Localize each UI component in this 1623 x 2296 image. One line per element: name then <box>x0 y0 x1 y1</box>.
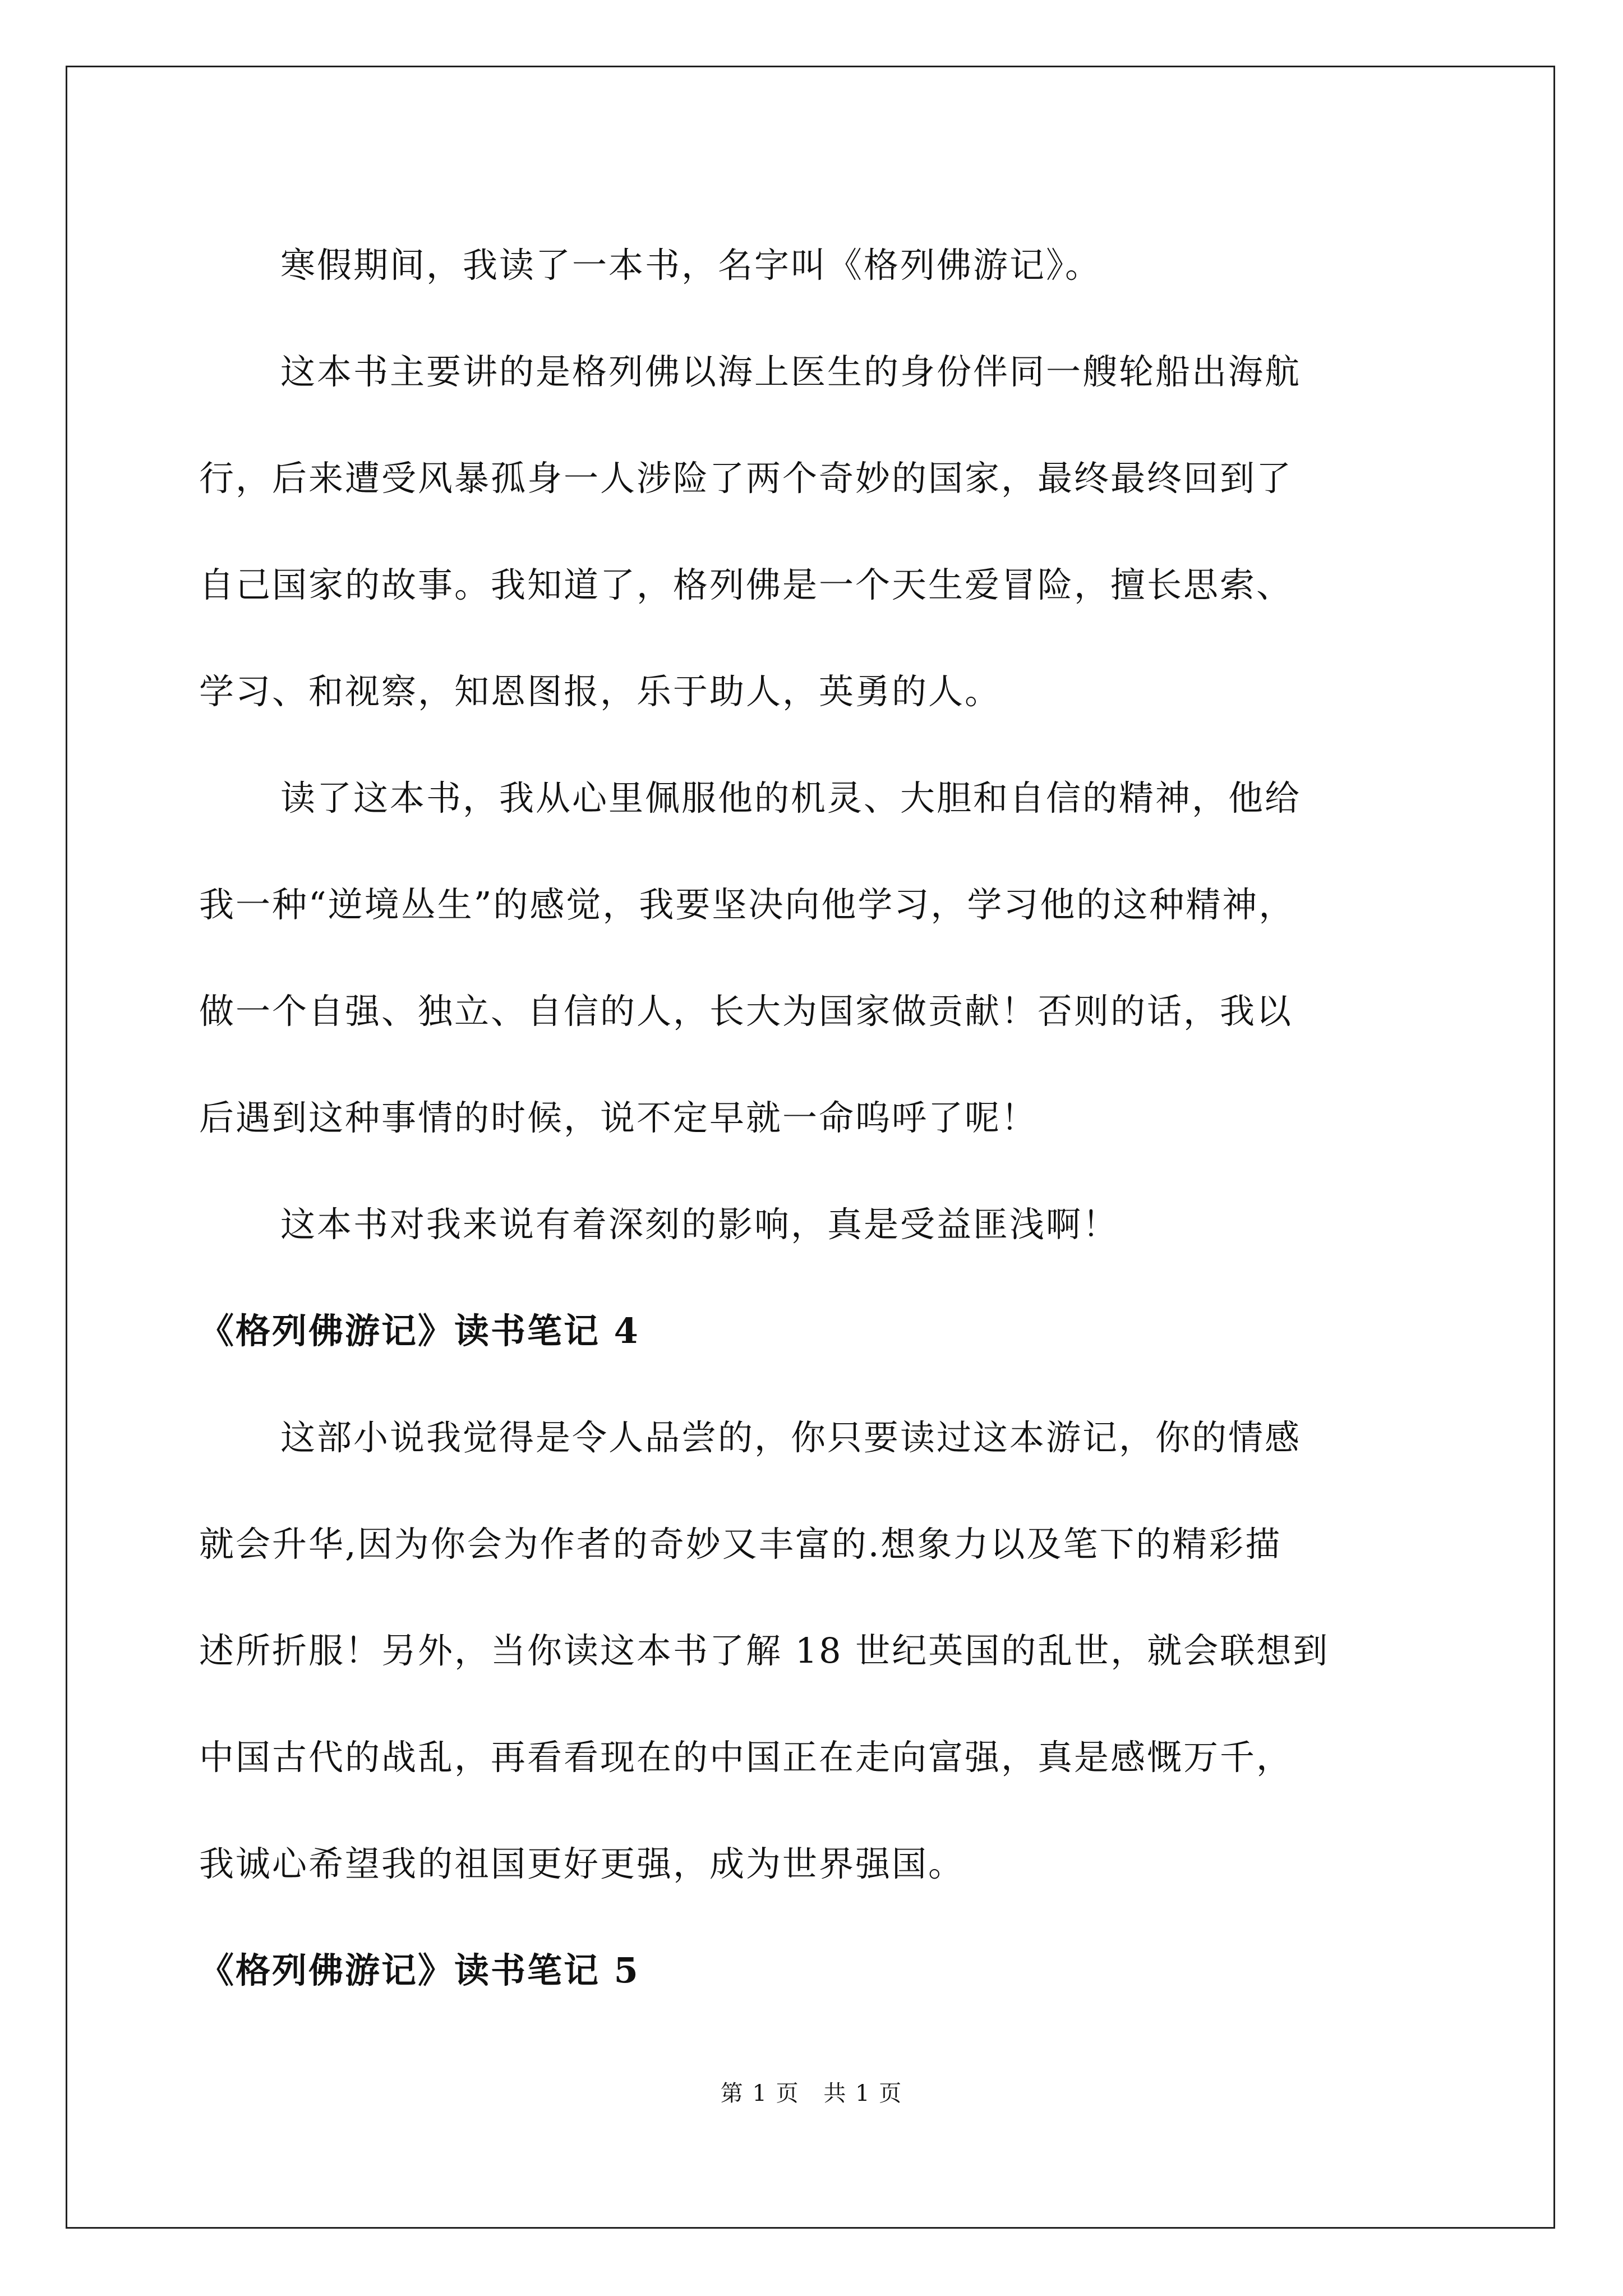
section-heading-4: 《格列佛游记》读书笔记 4 <box>199 1310 640 1351</box>
text-line: 这部小说我觉得是令人品尝的，你只要读过这本游记，你的情感 <box>280 1417 1302 1458</box>
paragraph-3 <box>199 745 1461 1171</box>
text-line: 就会升华,因为你会为作者的奇妙又丰富的.想象力以及笔下的精彩描 <box>199 1524 1282 1565</box>
page-total: 共 1 页 <box>823 2081 903 2106</box>
page-footer <box>0 2076 1623 2108</box>
text-line: 学习、和视察，知恩图报，乐于助人，英勇的人。 <box>199 671 1002 712</box>
paragraph-1 <box>199 212 1461 319</box>
page-number: 第 1 页 <box>720 2081 800 2106</box>
paragraph-5 <box>199 1384 1461 1917</box>
text-line: 读了这本书，我从心里佩服他的机灵、大胆和自信的精神，他给 <box>280 777 1302 818</box>
text-line: 自己国家的故事。我知道了，格列佛是一个天生爱冒险，擅长思索、 <box>199 564 1293 605</box>
text-line: 述所折服！另外，当你读这本书了解 18 世纪英国的乱世，就会联想到 <box>199 1630 1330 1671</box>
text-line: 我诚心希望我的祖国更好更强，成为世界强国。 <box>199 1843 965 1884</box>
text-line: 中国古代的战乱，再看看现在的中国正在走向富强，真是感慨万千， <box>199 1737 1293 1778</box>
text-line: 我一种“逆境丛生”的感觉，我要坚决向他学习，学习他的这种精神， <box>199 884 1295 925</box>
paragraph-2 <box>199 319 1461 745</box>
section-heading-5: 《格列佛游记》读书笔记 5 <box>199 1950 640 1991</box>
paragraph-4 <box>199 1171 1461 1278</box>
text-line: 寒假期间，我读了一本书，名字叫《格列佛游记》。 <box>280 245 1102 286</box>
text-line: 行，后来遭受风暴孤身一人涉险了两个奇妙的国家，最终最终回到了 <box>199 458 1293 499</box>
text-line: 后遇到这种事情的时候，说不定早就一命呜呼了呢！ <box>199 1097 1038 1138</box>
text-line: 这本书主要讲的是格列佛以海上医生的身份伴同一艘轮船出海航 <box>280 351 1302 392</box>
text-line: 这本书对我来说有着深刻的影响，真是受益匪浅啊！ <box>280 1204 1119 1245</box>
text-line: 做一个自强、独立、自信的人，长大为国家做贡献！否则的话，我以 <box>199 991 1293 1032</box>
document-body <box>199 212 1461 2024</box>
